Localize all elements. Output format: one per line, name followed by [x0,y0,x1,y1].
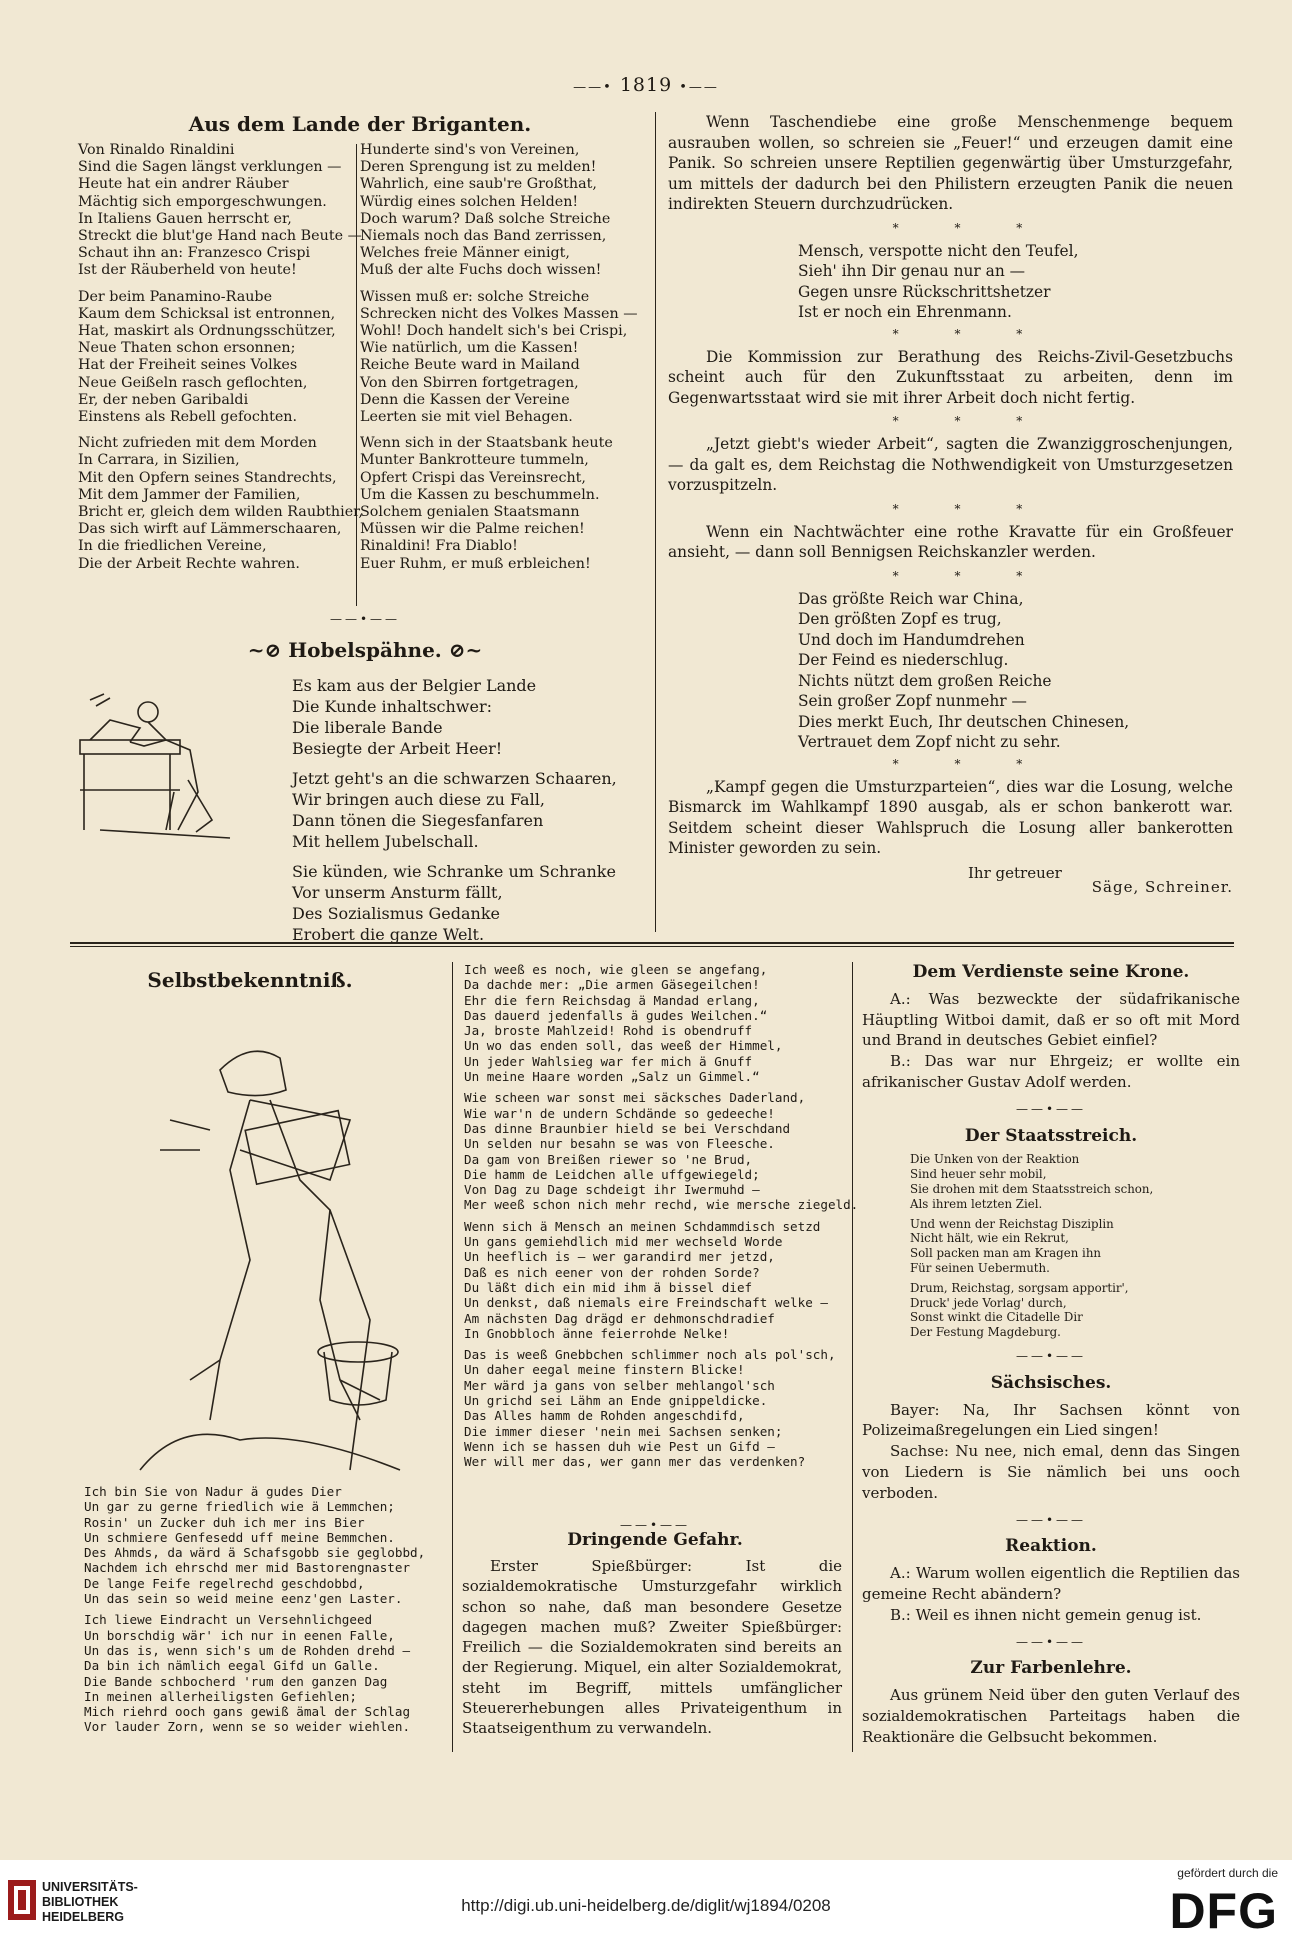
selbst-line: Un schmiere Genfesedd uff meine Bemmchen. [84,1529,395,1545]
saege-paragraph-3: „Jetzt giebt's wieder Arbeit“, sagten die Zwanziggroschenjungen, — da galt es, dem Reichstag die Nothwendigkeit von Umsturzgesetzen vorzuspitzeln. [668,435,1233,494]
selbst-line: Ehr die fern Reichsdag ä Mandad erlang, [464,992,760,1008]
hobel-title: ~⊘ Hobelspähne. ⊘~ [247,638,483,662]
briganten-line: Müssen wir die Palme reichen! [360,521,585,538]
briganten-title: Aus dem Lande der Briganten. [188,112,532,136]
briganten-line: Er, der neben Garibaldi [78,391,249,408]
briganten-line: Wohl! Doch handelt sich's bei Crispi, [360,323,628,340]
selbst-line: Daß es nich eener von der rohden Sorde? [464,1264,760,1280]
hobel-line: Vor unserm Ansturm fällt, [292,883,503,902]
staatsstreich-poem [862,1152,1240,1340]
selbst-line: Ja, broste Mahlzeid! Rohd is obendruff [464,1023,753,1039]
selbst-line: Die hamm de Leidchen alle uffgewiegeld; [464,1166,760,1182]
hobel-line: Besiegte der Arbeit Heer! [292,739,503,758]
selbst-line: Wer will mer das, wer gann mer das verdenken? [464,1454,806,1470]
selbst-line: Das dinne Braunbier hield se bei Verschdand [464,1120,791,1136]
briganten-line: Opfert Crispi das Vereinsrecht, [360,469,586,486]
selbst-stanza [464,1347,844,1469]
hobel-line: Die Kunde inhaltschwer: [292,697,492,716]
selbst-line: Mer wärd ja gans von selber mehlangol'sch [464,1377,775,1393]
selbst-line: Die Bande schbocherd 'rum den ganzen Dag [84,1673,388,1689]
hobel-poem [292,675,632,954]
staatsstreich-line: Sie drohen mit dem Staatsstreich schon, [910,1181,1154,1196]
briganten-stanza [78,435,363,573]
selbst-line: Wie scheen war sonst mei säcksches Daderland, [464,1090,806,1106]
selbst-line: Am nächsten Dag drägd er dehmonschdradief [464,1310,775,1326]
hobel-stanza [292,768,632,852]
briganten-line: Neue Geißeln rasch geflochten, [78,374,308,391]
selbst-mid-text [464,962,859,1476]
hobel-line: Jetzt geht's an die schwarzen Schaaren, [292,769,617,788]
dfg-logo: DFG [1169,1883,1278,1939]
hobel-line: Mit hellem Jubelschall. [292,832,479,851]
selbst-stanza [464,1090,859,1213]
selbst-line: Des Ahmds, da wärd ä Schafsgobb sie geglobbd, [84,1545,426,1561]
briganten-line: Nicht zufrieden mit dem Morden [78,435,317,452]
briganten-line: In Italiens Gauen herrscht er, [78,210,292,227]
briganten-line: Deren Sprengung ist zu melden! [360,159,597,176]
briganten-line: Mächtig sich emporgeschwungen. [78,193,327,210]
saege-column: Wenn Taschendiebe eine große Menschenmenge bequem ausrauben wollen, so schreien sie „Feuer!“ und erzeugen damit eine Panik. So schreien unsere Reptilien gegenwärtig über Umsturzgefahr, um mittels der dadurch bei den Philistern erzeugten Panik die neuen indirekten Steuern durchzudrücken. * * * Mensch, verspotte nicht den Teufel, Sieh' ihn Dir genau nur an — Gegen unsre Rückschrittshetzer Ist er noch ein Ehrenmann. * * * Die Kommission zur Berathung des Reichs-Zivil-Gesetzbuchs scheint auch für den Zukunftsstaat zu arbeiten, denn im Gegenwartsstaat wird sie mit ihrer Arbeit doch nicht fertig. * * * „Jetzt giebt's wieder Arbeit“, sagten die Zwanziggroschenjungen, — da galt es, dem Reichstag die Nothwendigkeit von Umsturzgesetzen vorzuspitzeln. * * * Wenn ein Nachtwächter eine rothe Kravatte für ein Großfeuer ansieht, — dann soll Bennigsen Reichskanzler werden. * * * Das größte Reich war China, Den größten Zopf es trug, Und doch im Handumdrehen Der Feind es niederschlug. Nichts nützt dem großen Reiche Sein großer Zopf nunmehr — Dies merkt Euch, Ihr deutschen Chinesen, Vertrauet dem Zopf nicht zu sehr. * * * „Kampf gegen die Umsturzparteien“, dies war die Losung, welche Bismarck im Wahlkampf 1890 ausgab, als er schon bankerott war. Seitdem scheint dieser Wahlspruch die Losung aller bankerotten Minister geworden zu sein. Ihr getreuer Säge, Schreiner. [668,112,1233,907]
briganten-line: Reiche Beute ward in Mailand [360,357,580,374]
saege-poem2-line: Den größten Zopf es trug, [798,610,1002,628]
selbst-line: Ich liewe Eindracht un Versehnlichgeed [84,1612,373,1628]
briganten-line: Streckt die blut'ge Hand nach Beute — [78,228,362,245]
saege-poem1-line: Ist er noch ein Ehrenmann. [798,303,1012,321]
briganten-line: Euer Ruhm, er muß erbleichen! [360,555,591,572]
page-number: ——• 1819 •—— [573,74,719,96]
saege-paragraph-5: „Kampf gegen die Umsturzparteien“, dies war die Losung, welche Bismarck im Wahlkampf 1890 ausgab, als er schon bankerott war. Seitdem scheint dieser Wahlspruch die Losung aller bankerotten Minister geworden zu sein. [668,777,1233,857]
selbst-line: Das is weeß Gnebbchen schlimmer noch als pol'sch, [464,1347,836,1363]
saege-poem-1 [668,241,1233,323]
staatsstreich-line: Sonst winkt die Citadelle Dir [910,1310,1083,1325]
briganten-line: Um die Kassen zu beschummeln. [360,486,600,503]
staatsstreich-line: Druck' jede Vorlag' durch, [910,1295,1067,1310]
hobel-line: Dann tönen die Siegesfanfaren [292,811,544,830]
selbst-stanza [84,1612,434,1734]
dfg-label: gefördert durch die [1177,1866,1278,1880]
saechsisches-title: Sächsisches. [990,1372,1112,1393]
selbst-line: Wie war'n de undern Schdände so gedeeche! [464,1105,775,1121]
staatsstreich-line: Nicht hält, wie ein Rekrut, [910,1231,1069,1246]
selbst-line: Un das sein so weid meine eenz'gen Laster. [84,1591,403,1607]
selbst-line: Un gans gemiehdlich mid mer wechseld Worde [464,1234,783,1250]
selbst-line: Un daher eegal meine finstern Blicke! [464,1362,745,1378]
selbst-title: Selbstbekenntniß. [147,968,353,992]
briganten-line: Ist der Räuberheld von heute! [78,262,297,279]
saege-poem2-line: Nichts nützt dem großen Reiche [798,671,1052,690]
saege-poem2-line: Das größte Reich war China, [798,589,1024,608]
staatsstreich-line: Die Unken von der Reaktion [910,1152,1080,1167]
selbst-line: Wenn sich ä Mensch an meinen Schdammdisch setzd [464,1218,821,1234]
selbst-line: Vor lauder Zorn, wenn se so weider wiehlen. [84,1719,411,1735]
briganten-line: Schaut ihn an: Franzesco Crispi [78,245,311,262]
selbst-line: Un gar zu gerne friedlich wie ä Lemmchen; [84,1499,395,1515]
briganten-line: Leerten sie mit viel Behagen. [360,409,573,426]
briganten-line: Hat, maskirt als Ordnungsschützer, [78,323,336,340]
briganten-line: Wissen muß er: solche Streiche [360,288,590,305]
selbst-line: Un jeder Wahlsieg war fer mich ä Gnuff [464,1053,753,1069]
briganten-line: Hunderte sind's von Vereinen, [360,142,580,158]
briganten-line: Rinaldini! Fra Diablo! [360,538,518,555]
newspaper-page: ——• 1819 •—— Aus dem Lande der Briganten. Von Rinaldo Rinaldini Sind die Sagen längst verklungen — Heute hat ein andrer Räuber Mächtig sich emporgeschwungen. In Italiens Gauen herrscht er, Streckt die blut'ge Hand nach Beute — Schaut ihn an: Franzesco Crispi Ist der Räuberheld von heute! Der beim Panamino-Raube Kaum dem Schicksal ist entronnen, Hat, maskirt als Ordnungsschützer, Neue Thaten schon ersonnen; Hat der Freiheit seines Volkes Neue Geißeln rasch geflochten, Er, der neben Garibaldi Einstens als Rebell gefochten. Nicht zufrieden mit dem Morden In Carrara, in Sizilien, Mit den Opfern seines Standrechts, Mit dem Jammer der Familien, Bricht er, gleich dem wilden Raubthier, Das sich wirft auf Lämmerschaaren, In die friedlichen Vereine, Die der Arbeit Rechte wahren. Hunderte sind's von Vereinen, Deren Sprengung ist zu melden! Wahrlich, eine saub're Großthat, Würdig eines solchen Helden! Doch warum? Daß solche Streiche Niemals noch das Band zerrissen, Welches freie Männer einigt, Muß der alte Fuchs doch wissen! Wissen muß er: solche Streiche Schrecken nicht des Volkes Massen — Wohl! Doch handelt sich's bei Crispi, Wie natürlich, um die Kassen! Reiche Beute ward in Mailand Von den Sbirren fortgetragen, Denn die Kassen der Vereine Leerten sie mit viel Behagen. Wenn sich in der Staatsbank heute Munter Bankrotteure tummeln, Opfert Crispi das Vereinsrecht, Um die Kassen zu beschummeln. Solchem genialen Staatsmann Müssen wir die Palme reichen! Rinaldini! Fra Diablo! Euer Ruhm, er muß erbleichen! ——•—— ~⊘ Hobelspähne. ⊘~ Es kam aus der Belgier Lande Die Kunde inhaltschwer: Die liberale Bande Besiegte der Arbeit Heer! Jetzt geht's an die schwarzen Schaaren, Wir bringen auch diese zu Fall, Dann tönen die Siegesfanfaren Mit hellem Jubelschall. Sie künden, wie Schranke um Schranke Vor unserm Ansturm fällt, Des Sozialismus Gedanke Erobert die ganze Welt. Wenn Taschendiebe eine große Menschenmenge bequem ausrauben wollen, so schreien sie „Feuer!“ und erzeugen damit eine Panik. So schreien unsere Reptilien gegenwärtig über Umsturzgefahr, um mittels der dadurch bei den Philistern erzeugten Panik die neuen indirekten Steuern durchzudrücken. * * * Mensch, verspotte nicht den Teufel, Sieh' ihn Dir genau nur an — Gegen unsre Rückschrittshetzer Ist er noch ein Ehrenmann. * * * Die Kommission zur Berathung des Reichs-Zivil-Gesetzbuchs scheint auch für den Zukunftsstaat zu arbeiten, denn im Gegenwartsstaat wird sie mit ihrer Arbeit doch nicht fertig. * * * „Jetzt giebt's wieder Arbeit“, sagten die Zwanziggroschenjungen, — da galt es, dem Reichstag die Nothwendigkeit von Umsturzgesetzen vorzuspitzeln. * * * Wenn ein Nachtwächter eine rothe Kravatte für ein Großfeuer ansieht, — dann soll Bennigsen Reichskanzler werden. * * * Das größte Reich war China, Den größten Zopf es trug, Und doch im Handumdrehen Der Feind es niederschlug. Nichts nützt dem großen Reiche Sein großer Zopf nunmehr — Dies merkt Euch, Ihr deutschen Chinesen, Vertrauet dem Zopf nicht zu sehr. * * * „Kampf gegen die Umsturzparteien“, dies war die Losung, welche Bismarck im Wahlkampf 1890 ausgab, als er schon bankerott war. Seitdem scheint dieser Wahlspruch die Losung aller bankerotten Minister geworden zu sein. Ihr getreuer Säge, Schreiner. Selbstbekenntniß. Ich bin Sie von Nadur ä gudes Dier Un gar zu gerne friedlich wie ä Lemmchen; Rosin' un Zucker duh ich mer ins Bier Un schmiere Genfesedd uff meine Bemmchen. Des Ahmds, da wärd ä Schafsgobb sie geglobbd, Nachdem ich ehrschd mer mid Bastorengnaster De lange Feife regelrechd geschdobbd, Un das sein so weid meine eenz'gen Laster. Ich liewe Eindracht un Versehnlichgeed Un borschdig wär' ich nur in eenen Falle, Un das is, wenn sich's um de Rohden drehd — Da bin ich nämlich eegal Gifd un Galle. Die Bande schbocherd 'rum den ganzen Dag In meinen allerheiligsten Gefiehlen; Mich riehrd ooch gans gewiß ämal der Schlag Vor lauder Zorn, wenn se so weider wiehlen. Ich weeß es noch, wie gleen se angefang, Da dachde mer: „Die armen Gäsegeilchen! Ehr die fern Reichsdag ä Mandad erlang, Das dauerd jedenfalls ä gudes Weilchen.“ Ja, broste Mahlzeid! Rohd is obendruff Un wo das enden soll, das weeß der Himmel, Un jeder Wahlsieg war fer mich ä Gnuff Un meine Haare worden „Salz un Gimmel.“ Wie scheen war sonst mei säcksches Daderland, Wie war'n de undern Schdände so gedeeche! Das dinne Braunbier hield se bei Verschdand Un selden nur besahn se was von Fleesche. Da gam von Breißen riewer so 'ne Brud, Die hamm de Leidchen alle uffgewiegeld; Von Dag zu Dage schdeigt ihr Iwermuhd — Mer weeß schon nich mehr rechd, wie mersche ziegeld. Wenn sich ä Mensch an meinen Schdammdisch setzd Un gans gemiehdlich mid mer wechseld Worde Un heeflich is — wer garandird mer jetzd, Daß es nich eener von der rohden Sorde? Du läßt dich ein mid ihm ä bissel dief Un denkst, daß niemals eire Freindschaft welke — Am nächsten Dag drägd er dehmonschdradief In Gnobbloch änne feierrohde Nelke! Das is weeß Gnebbchen schlimmer noch als pol'sch, Un daher eegal meine finstern Blicke! Mer wärd ja gans von selber mehlangol'sch Un grichd sei Lähm an Ende gnippeldicke. Das Alles hamm de Rohden angeschdifd, Die immer dieser 'nein mei Sachsen senken; Wenn ich se hassen duh wie Pest un Gifd — Wer will mer das, wer gann mer das verdenken? ——•—— Dringende Gefahr. Erster Spießbürger: Ist die sozialdemokratische Umsturzgefahr wirklich schon so nahe, daß man besondere Gesetze dagegen machen muß? Zweiter Spießbürger: Freilich — die Sozialdemokraten sind bereits an der Regierung. Miquel, ein alter Sozialdemokrat, steht im Begriff, mittels umfänglicher Steuererhebungen alles Privateigenthum in Staatseigenthum zu verwandeln. Dem Verdienste seine Krone. A.: Was bezweckte der südafrikanische Häuptling Witboi damit, daß er so oft mit Mord und Brand in deutsches Gebiet einfiel? B.: Das war nur Ehrgeiz; er wollte ein afrikanischer Gustav Adolf werden. ——•—— Der Staatsstreich. Die Unken von der Reaktion Sind heuer sehr mobil, Sie drohen mit dem Staatsstreich schon, Als ihrem letzten Ziel. Und wenn der Reichstag Disziplin Nicht hält, wie ein Rekrut, Soll packen man am Kragen ihn Für seinen Uebermuth. Drum, Reichstag, sorgsam apportir', Druck' jede Vorlag' durch, Sonst winkt die Citadelle Dir Der Festung Magdeburg. ——•—— Sächsisches. Bayer: Na, Ihr Sachsen könnt von Polizeimaßregelungen ein Lied singen! Sachse: Nu nee, nich emal, denn das Singen von Liedern is Sie nämlich bei uns ooch verboden. ——•—— Reaktion. A.: Warum wollen eigentlich die Reptilien das gemeine Recht abändern? B.: Weil es ihnen nicht gemein genug ist. ——•—— Zur Farbenlehre. Aus grünem Neid über den guten Verlauf des sozialdemokratischen Parteitags haben die Reaktionäre die Gelbsucht bekommen. [0,0,1292,1860]
briganten-line: Neue Thaten schon ersonnen; [78,340,296,357]
briganten-line: Das sich wirft auf Lämmerschaaren, [78,521,342,538]
selbst-line: Un borschdig wär' ich nur in eenen Falle, [84,1627,395,1643]
briganten-line: Wie natürlich, um die Kassen! [360,340,579,357]
selbst-line: Das dauerd jedenfalls ä gudes Weilchen.“ [464,1007,768,1023]
selbst-line: Mich riehrd ooch gans gewiß ämal der Schlag [84,1704,411,1720]
staatsstreich-line: Für seinen Uebermuth. [910,1260,1050,1275]
verdienst-b: B.: Das war nur Ehrgeiz; er wollte ein afrikanischer Gustav Adolf werden. [862,1052,1240,1091]
briganten-line: Sind die Sagen längst verklungen — [78,159,342,176]
selbst-line: Wenn ich se hassen duh wie Pest un Gifd — [464,1438,775,1454]
briganten-stanza [78,289,353,427]
briganten-line: Von Rinaldo Rinaldini [78,142,235,158]
briganten-line: Bricht er, gleich dem wilden Raubthier, [78,504,363,521]
selbst-line: Mer weeß schon nich mehr rechd, wie mersche ziegeld. [464,1197,859,1213]
saege-poem2-line: Dies merkt Euch, Ihr deutschen Chinesen, [798,712,1130,731]
briganten-line: Einstens als Rebell gefochten. [78,409,298,426]
saege-poem1-line: Mensch, verspotte nicht den Teufel, [798,241,1079,260]
selbst-line: In meinen allerheiligsten Gefiehlen; [84,1688,357,1704]
selbst-stanza [84,1484,434,1606]
selbst-line: Un grichd sei Lähm an Ende gnippeldicke. [464,1393,768,1409]
hobel-line: Die liberale Bande [292,718,443,737]
university-library-name: UNIVERSITÄTS- BIBLIOTHEK HEIDELBERG [42,1880,138,1924]
staatsstreich-line: Als ihrem letzten Ziel. [910,1196,1043,1211]
staatsstreich-line: Und wenn der Reichstag Disziplin [910,1216,1114,1231]
saege-paragraph-2: Die Kommission zur Berathung des Reichs-Zivil-Gesetzbuchs scheint auch für den Zukunftsstaat zu arbeiten, denn im Gegenwartsstaat wird sie mit ihrer Arbeit doch nicht fertig. [668,347,1233,407]
briganten-line: Wenn sich in der Staatsbank heute [360,435,613,452]
verdienst-title: Dem Verdienste seine Krone. [912,962,1190,982]
staatsstreich-line: Sind heuer sehr mobil, [910,1167,1047,1182]
briganten-line: Die der Arbeit Rechte wahren. [78,555,300,572]
hobel-stanza [292,675,632,759]
briganten-stanza [360,289,650,427]
selbst-line: Das Alles hamm de Rohden angeschdifd, [464,1408,745,1424]
reaktion-title: Reaktion. [1005,1536,1097,1557]
saege-poem-2 [668,589,1233,753]
hobel-line: Erobert die ganze Welt. [292,925,485,944]
saege-poem1-line: Sieh' ihn Dir genau nur an — [798,262,1026,280]
selbst-line: Un selden nur besahn se was von Fleesche. [464,1136,775,1152]
selbst-line: Die immer dieser 'nein mei Sachsen senken; [464,1423,783,1439]
gefahr-title: Dringende Gefahr. [567,1530,743,1550]
briganten-line: Der beim Panamino-Raube [78,288,273,305]
carpenter-illustration [70,680,250,850]
selbst-line: Un heeflich is — wer garandird mer jetzd, [464,1249,775,1265]
briganten-line: Hat der Freiheit seines Volkes [78,357,298,374]
briganten-stanza [360,435,650,573]
reaktion-b: B.: Weil es ihnen nicht gemein genug ist. [890,1605,1202,1624]
selbst-line: Rosin' un Zucker duh ich mer ins Bier [84,1514,365,1530]
selbst-line: Un denkst, daß niemals eire Freindschaft welke — [464,1295,828,1311]
briganten-line: Würdig eines solchen Helden! [360,193,579,210]
saege-paragraph-1: Wenn Taschendiebe eine große Menschenmenge bequem ausrauben wollen, so schreien sie „Feuer!“ und erzeugen damit eine Panik. So schreien unsere Reptilien gegenwärtig über Umsturzgefahr, um mittels der dadurch bei den Philistern erzeugten Panik die neuen indirekten Steuern durchzudrücken. [668,113,1233,213]
briganten-line: Welches freie Männer einigt, [360,245,570,262]
selbst-left-text [84,1484,434,1741]
saege-poem2-line: Vertrauet dem Zopf nicht zu sehr. [798,733,1061,751]
farben-title: Zur Farbenlehre. [970,1658,1132,1679]
briganten-stanza [360,142,650,280]
staatsstreich-title: Der Staatsstreich. [964,1125,1138,1146]
briganten-line: Solchem genialen Staatsmann [360,504,580,521]
staatsstreich-stanza [910,1217,1240,1276]
briganten-line: Mit den Opfern seines Standrechts, [78,469,337,486]
selbst-line: In Gnobbloch änne feierrohde Nelke! [464,1325,730,1341]
saege-paragraph-4: Wenn ein Nachtwächter eine rothe Kravatte für ein Großfeuer ansieht, — dann soll Bennigsen Reichskanzler werden. [668,522,1233,561]
hobel-line: Des Sozialismus Gedanke [292,904,500,923]
briganten-line: In Carrara, in Sizilien, [78,452,240,469]
saege-poem1-line: Gegen unsre Rückschrittshetzer [798,282,1051,301]
selbst-line: Da bin ich nämlich eegal Gifd un Galle. [84,1658,380,1674]
selbst-line: Von Dag zu Dage schdeigt ihr Iwermuhd — [464,1182,760,1198]
briganten-line: Munter Bankrotteure tummeln, [360,452,589,469]
staatsstreich-line: Der Festung Magdeburg. [910,1325,1061,1340]
staatsstreich-stanza [910,1281,1240,1340]
hobel-line: Sie künden, wie Schranke um Schranke [292,862,616,881]
saege-poem2-line: Sein großer Zopf nunmehr — [798,692,1027,710]
briganten-stanza [78,142,362,280]
signature: Ihr getreuer Säge, Schreiner. [968,863,1233,896]
hobel-line: Wir bringen auch diese zu Fall, [292,790,545,809]
briganten-line: Von den Sbirren fortgetragen, [360,374,579,391]
staatsstreich-line: Soll packen man am Kragen ihn [910,1246,1102,1261]
selbst-line: Un meine Haare worden „Salz un Gimmel.“ [464,1069,760,1085]
selbst-line: Du läßt dich ein mid ihm ä bissel dief [464,1279,753,1295]
saege-poem2-line: Und doch im Handumdrehen [798,630,1025,649]
briganten-line: Heute hat ein andrer Räuber [78,176,289,193]
selbst-line: Da dachde mer: „Die armen Gäsegeilchen! [464,977,760,993]
saxon-man-illustration [100,1000,440,1480]
verdienst-a: A.: Was bezweckte der südafrikanische Häuptling Witboi damit, daß er so oft mit Mord und Brand in deutsches Gebiet einfiel? [862,989,1240,1050]
reaktion-a: A.: Warum wollen eigentlich die Reptilien das gemeine Recht abändern? [862,1564,1240,1603]
selbst-stanza [464,1219,844,1341]
right-column: Dem Verdienste seine Krone. A.: Was bezweckte der südafrikanische Häuptling Witboi damit, daß er so oft mit Mord und Brand in deutsches Gebiet einfiel? B.: Das war nur Ehrgeiz; er wollte ein afrikanischer Gustav Adolf werden. ——•—— Der Staatsstreich. Die Unken von der Reaktion Sind heuer sehr mobil, Sie drohen mit dem Staatsstreich schon, Als ihrem letzten Ziel. Und wenn der Reichstag Disziplin Nicht hält, wie ein Rekrut, Soll packen man am Kragen ihn Für seinen Uebermuth. Drum, Reichstag, sorgsam apportir', Druck' jede Vorlag' durch, Sonst winkt die Citadelle Dir Der Festung Magdeburg. ——•—— Sächsisches. Bayer: Na, Ihr Sachsen könnt von Polizeimaßregelungen ein Lied singen! Sachse: Nu nee, nich emal, denn das Singen von Liedern is Sie nämlich bei uns ooch verboden. ——•—— Reaktion. A.: Warum wollen eigentlich die Reptilien das gemeine Recht abändern? B.: Weil es ihnen nicht gemein genug ist. ——•—— Zur Farbenlehre. Aus grünem Neid über den guten Verlauf des sozialdemokratischen Parteitags haben die Reaktionäre die Gelbsucht bekommen. [862,962,1240,1746]
briganten-line: Denn die Kassen der Vereine [360,391,570,408]
saege-poem2-line: Der Feind es niederschlug. [798,651,1009,669]
staatsstreich-stanza [910,1152,1240,1211]
briganten-line: Wahrlich, eine saub're Großthat, [360,176,597,193]
selbst-line: Ich bin Sie von Nadur ä gudes Dier [84,1484,342,1499]
farben-text: Aus grünem Neid über den guten Verlauf des sozialdemokratischen Parteitags haben die Reaktionäre die Gelbsucht bekommen. [862,1686,1240,1746]
source-url[interactable]: http://digi.ub.uni-heidelberg.de/diglit/wj1894/0208 [461,1896,831,1915]
briganten-line: Muß der alte Fuchs doch wissen! [360,262,602,279]
briganten-line: In die friedlichen Vereine, [78,538,267,555]
saechsisches-a: Bayer: Na, Ihr Sachsen könnt von Polizeimaßregelungen ein Lied singen! [862,1400,1240,1440]
selbst-stanza [464,962,844,1084]
briganten-line: Schrecken nicht des Volkes Massen — [360,305,638,322]
briganten-line: Niemals noch das Band zerrissen, [360,228,607,245]
selbst-line: Ich weeß es noch, wie gleen se angefang, [464,962,768,977]
briganten-right-column [360,142,650,582]
selbst-line: De lange Feife regelrechd geschdobbd, [84,1575,365,1591]
briganten-line: Kaum dem Schicksal ist entronnen, [78,305,336,322]
hobel-line: Es kam aus der Belgier Lande [292,676,537,695]
gefahr-text: Erster Spießbürger: Ist die sozialdemokratische Umsturzgefahr wirklich schon so nahe, daß man besondere Gesetze dagegen machen muß? Zweiter Spießbürger: Freilich — die Sozialdemokraten sind bereits an der Regierung. Miquel, ein alter Sozialdemokrat, steht im Begriff, mittels umfänglicher Steuererhebungen alles Privateigenthum in Staatseigenthum zu verwandeln. [462,1557,842,1738]
hobel-stanza [292,861,632,945]
selbst-line: Un das is, wenn sich's um de Rohden drehd — [84,1642,411,1658]
selbst-line: Un wo das enden soll, das weeß der Himmel, [464,1038,783,1054]
briganten-line: Doch warum? Daß solche Streiche [360,210,611,227]
saechsisches-b: Sachse: Nu nee, nich emal, denn das Singen von Liedern is Sie nämlich bei uns ooch verboden. [862,1442,1240,1502]
selbst-line: Da gam von Breißen riewer so 'ne Brud, [464,1151,753,1167]
staatsstreich-line: Drum, Reichstag, sorgsam apportir', [910,1280,1129,1295]
briganten-left-column [78,142,363,582]
selbst-line: Nachdem ich ehrschd mer mid Bastorengnaster [84,1560,411,1576]
briganten-line: Mit dem Jammer der Familien, [78,486,301,503]
